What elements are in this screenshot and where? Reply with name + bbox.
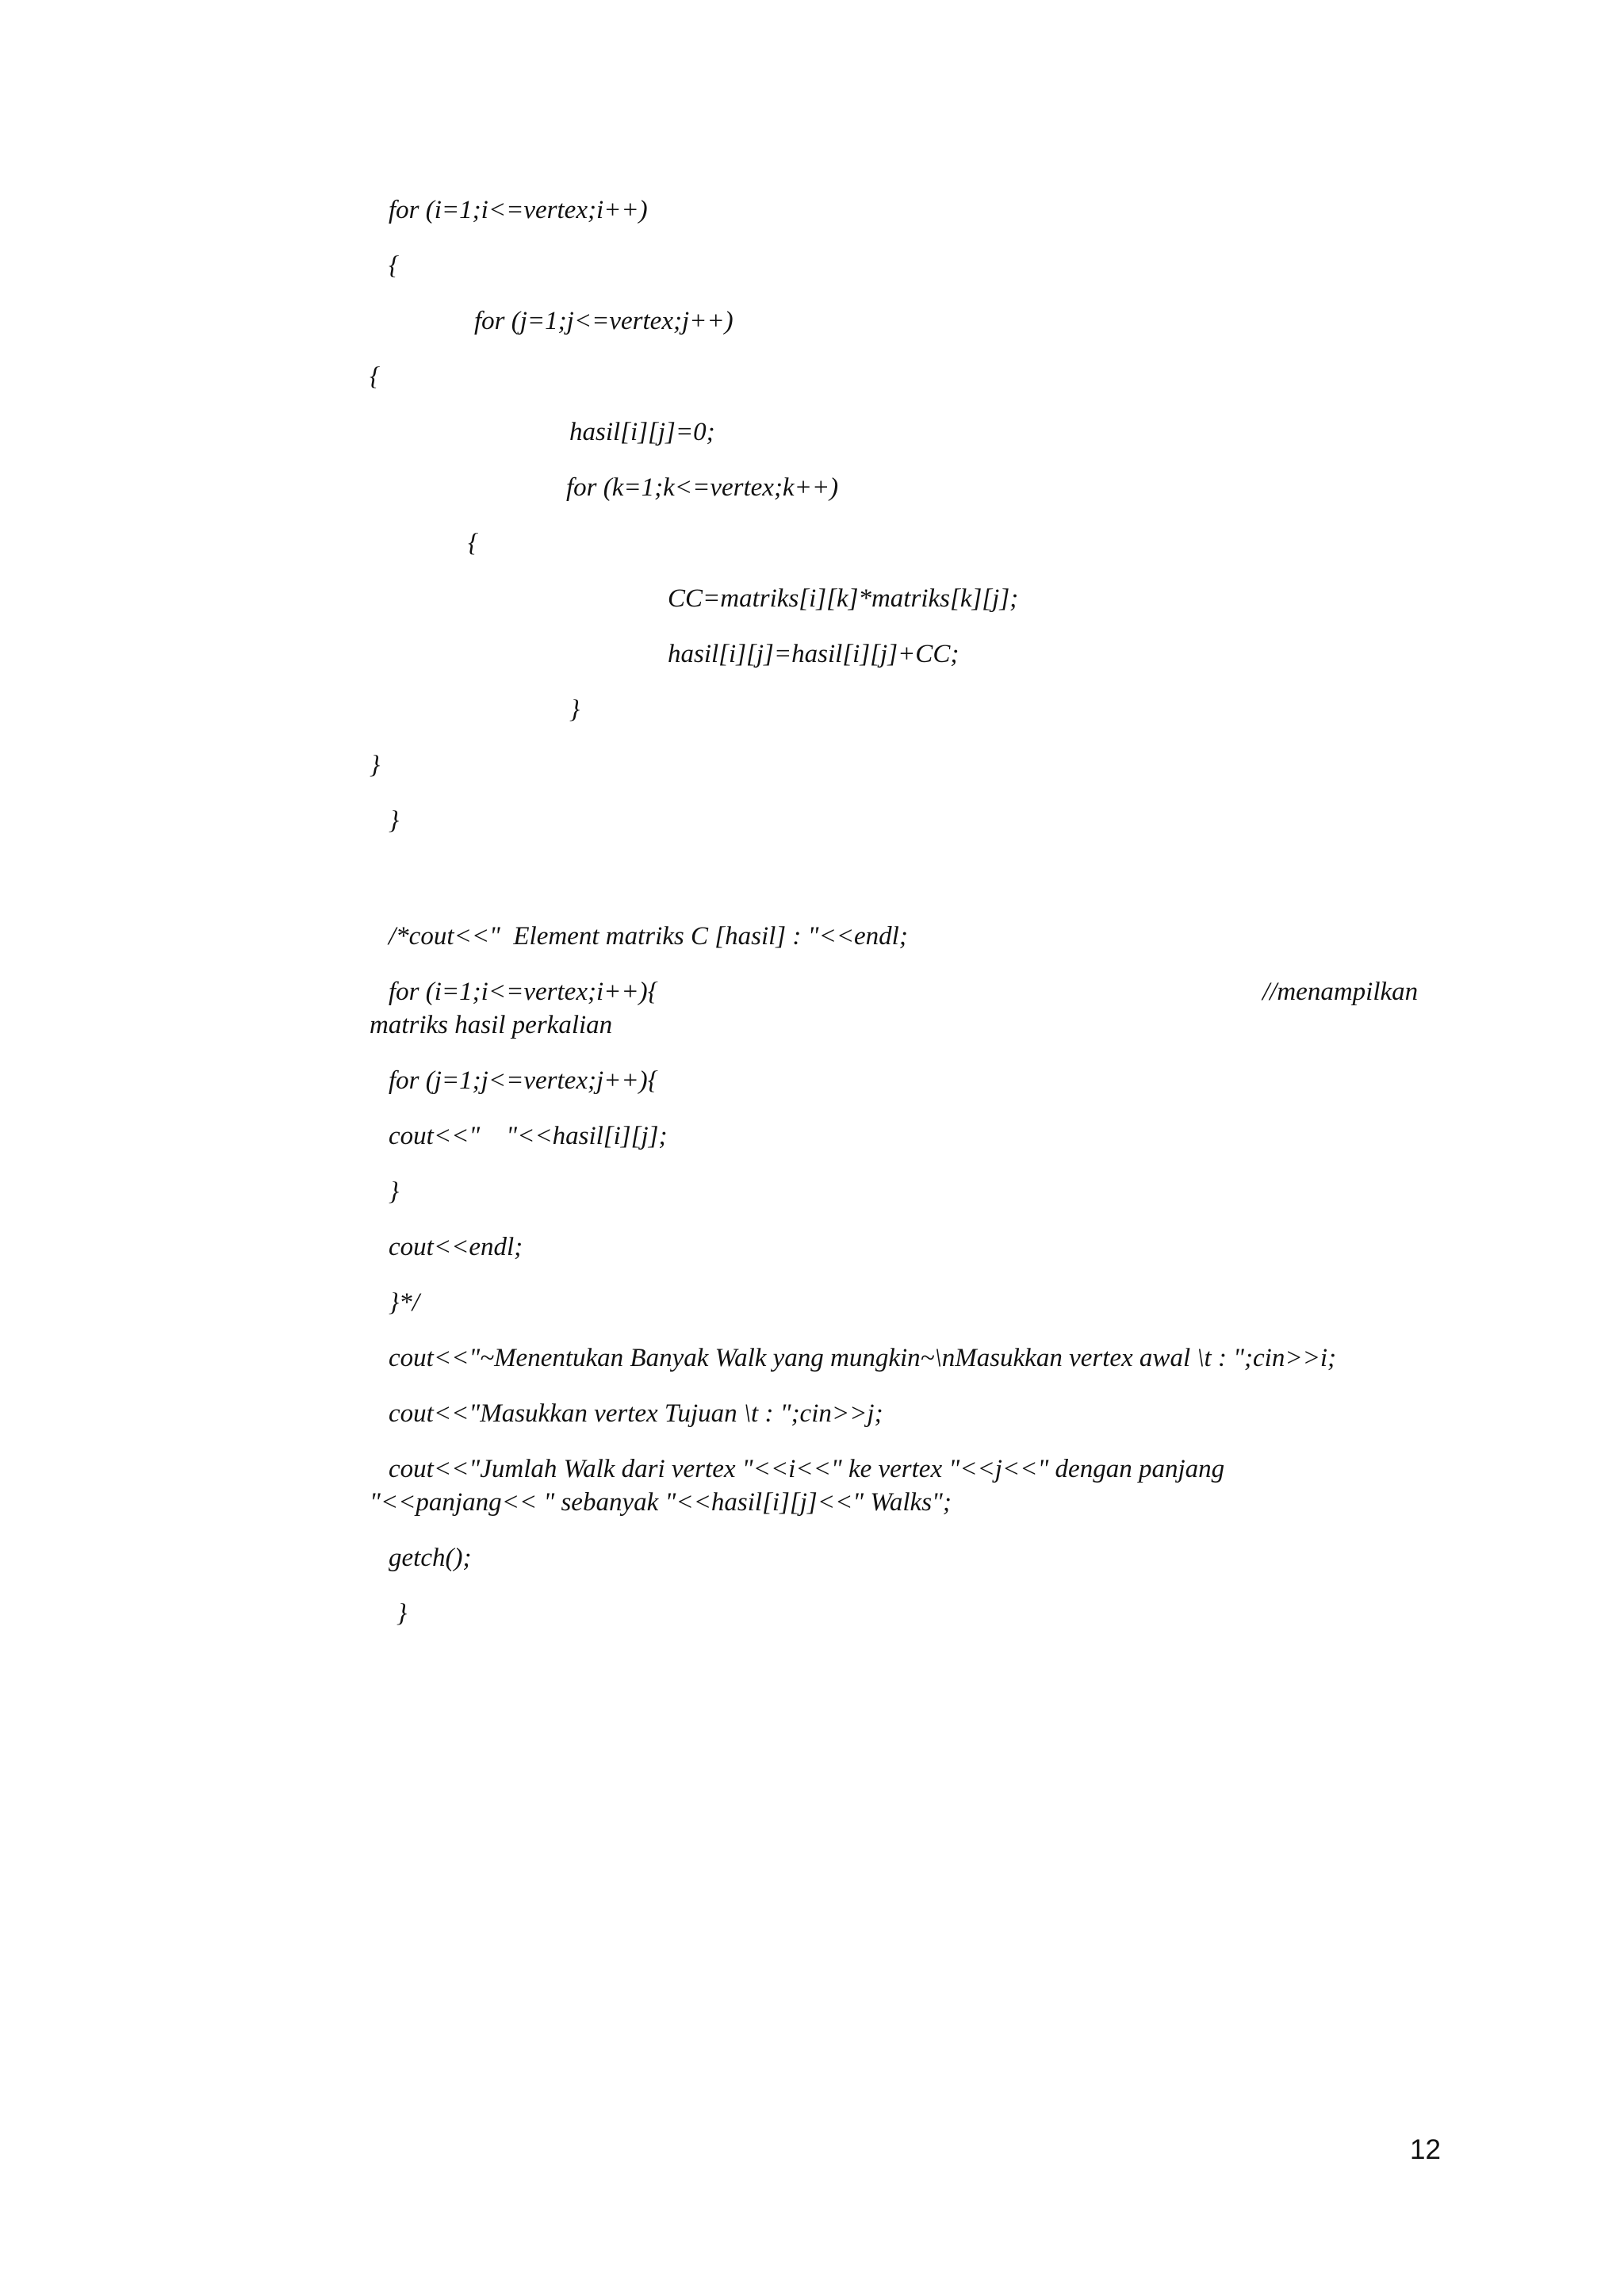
code-line-close-brace: }: [389, 1177, 400, 1206]
code-line-open-brace: {: [468, 529, 479, 557]
code-line-inline-comment: //menampilkan: [1262, 978, 1419, 1006]
code-line-cc-assign: CC=matriks[i][k]*matriks[k][j];: [668, 584, 1019, 613]
code-line-getch: getch();: [389, 1544, 472, 1572]
code-line-display-inner-for: for (j=1;j<=vertex;j++){: [389, 1066, 658, 1095]
code-line-comment-wrap: matriks hasil perkalian: [370, 1011, 613, 1039]
code-line-comment-end: }*/: [389, 1288, 419, 1317]
code-line-close-brace: }: [389, 806, 400, 835]
code-line-open-brace: {: [370, 362, 381, 391]
code-line-close-brace: }: [569, 695, 580, 724]
code-line-k-for: for (k=1;k<=vertex;k++): [566, 473, 839, 502]
code-line-cout-result: cout<<"Jumlah Walk dari vertex "<<i<<" ke vertex "<<j<<" dengan panjang: [389, 1455, 1225, 1483]
code-line-comment-start: /*cout<<" Element matriks C [hasil] : "<<endl;: [389, 922, 908, 951]
code-line-outer-for: for (i=1;i<=vertex;i++): [389, 196, 648, 224]
code-line-hasil-sum: hasil[i][j]=hasil[i][j]+CC;: [668, 640, 959, 668]
code-line-inner-for: for (j=1;j<=vertex;j++): [474, 307, 733, 335]
code-line-cout-endl: cout<<endl;: [389, 1233, 523, 1261]
code-line-close-brace: }: [396, 1599, 408, 1628]
code-line-display-for: for (i=1;i<=vertex;i++){: [389, 978, 658, 1006]
code-line-open-brace: {: [389, 251, 400, 280]
code-line-close-brace: }: [370, 751, 381, 779]
code-line-cout-result-wrap: "<<panjang<< " sebanyak "<<hasil[i][j]<<" Walks";: [370, 1488, 952, 1517]
code-line-cout-prompt-end: cout<<"Masukkan vertex Tujuan \t : ";cin>>j;: [389, 1399, 883, 1428]
code-line-hasil-init: hasil[i][j]=0;: [569, 418, 715, 446]
code-line-cout-prompt-start: cout<<"~Menentukan Banyak Walk yang mungkin~\nMasukkan vertex awal \t : ";cin>>i;: [389, 1344, 1337, 1372]
code-line-cout-hasil: cout<<" "<<hasil[i][j];: [389, 1122, 668, 1150]
page-number: 12: [1410, 2134, 1441, 2165]
